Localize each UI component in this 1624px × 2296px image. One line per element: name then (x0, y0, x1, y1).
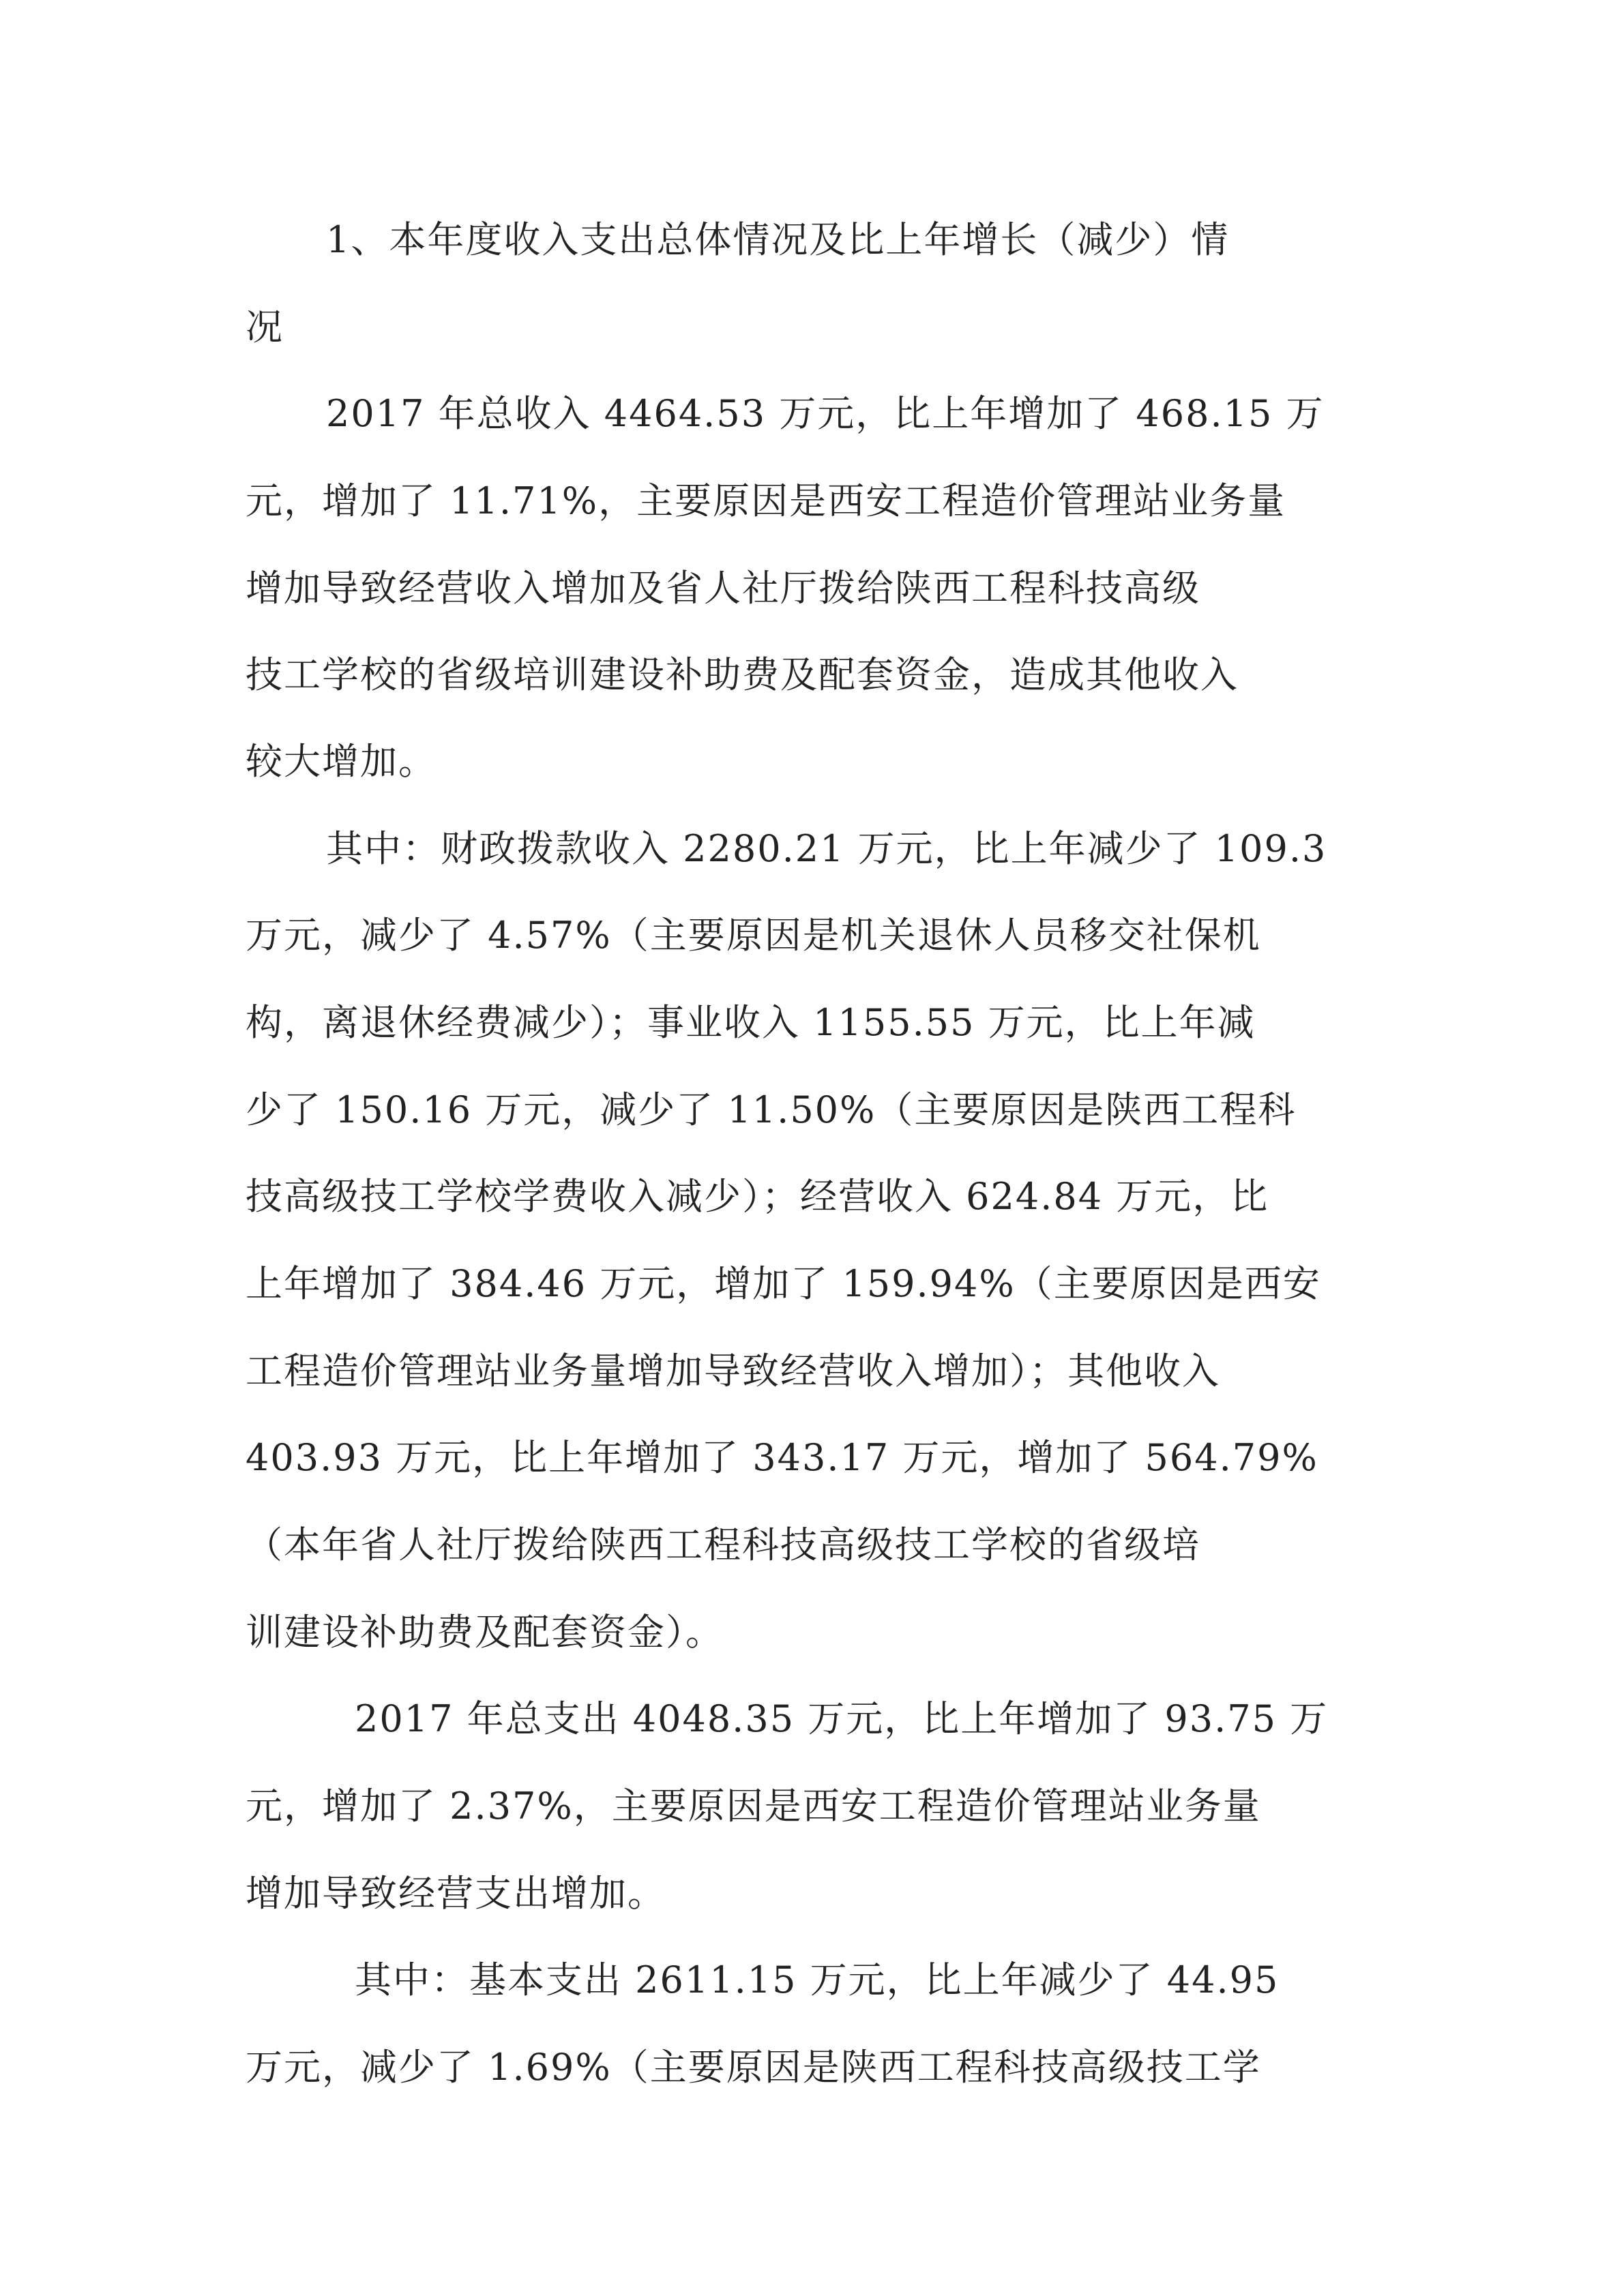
text-line: 况 (246, 305, 284, 348)
text-line: 其中：财政拨款收入 2280.21 万元，比上年减少了 109.3 (326, 827, 1327, 870)
text-line: 增加导致经营收入增加及省人社厅拨给陕西工程科技高级 (246, 567, 1200, 610)
text-line: 构，离退休经费减少）；事业收入 1155.55 万元，比上年减 (246, 1001, 1256, 1044)
text-line: 技高级技工学校学费收入减少）；经营收入 624.84 万元，比 (246, 1175, 1269, 1218)
text-line: 较大增加。 (246, 740, 437, 783)
text-line: （本年省人社厅拨给陕西工程科技高级技工学校的省级培 (246, 1523, 1200, 1566)
text-line: 上年增加了 384.46 万元，增加了 159.94%（主要原因是西安 (246, 1262, 1321, 1305)
text-line: 训建设补助费及配套资金）。 (246, 1611, 724, 1654)
text-line: 2017 年总收入 4464.53 万元，比上年增加了 468.15 万 (326, 392, 1325, 435)
text-line: 元，增加了 11.71%，主要原因是西安工程造价管理站业务量 (246, 479, 1286, 522)
text-line: 增加导致经营支出增加。 (246, 1872, 666, 1915)
text-line: 其中：基本支出 2611.15 万元，比上年减少了 44.95 (355, 1958, 1280, 2001)
text-line: 403.93 万元，比上年增加了 343.17 万元，增加了 564.79% (246, 1436, 1318, 1479)
text-line: 2017 年总支出 4048.35 万元，比上年增加了 93.75 万 (355, 1697, 1329, 1740)
text-line: 万元，减少了 4.57%（主要原因是机关退休人员移交社保机 (246, 914, 1261, 957)
text-line: 1、本年度收入支出总体情况及比上年增长（减少）情 (326, 218, 1230, 261)
text-line: 工程造价管理站业务量增加导致经营收入增加）；其他收入 (246, 1350, 1220, 1392)
text-line: 少了 150.16 万元，减少了 11.50%（主要原因是陕西工程科 (246, 1088, 1297, 1131)
text-line: 元，增加了 2.37%，主要原因是西安工程造价管理站业务量 (246, 1785, 1261, 1828)
text-line: 万元，减少了 1.69%（主要原因是陕西工程科技高级技工学 (246, 2046, 1261, 2089)
text-line: 技工学校的省级培训建设补助费及配套资金，造成其他收入 (246, 653, 1239, 696)
